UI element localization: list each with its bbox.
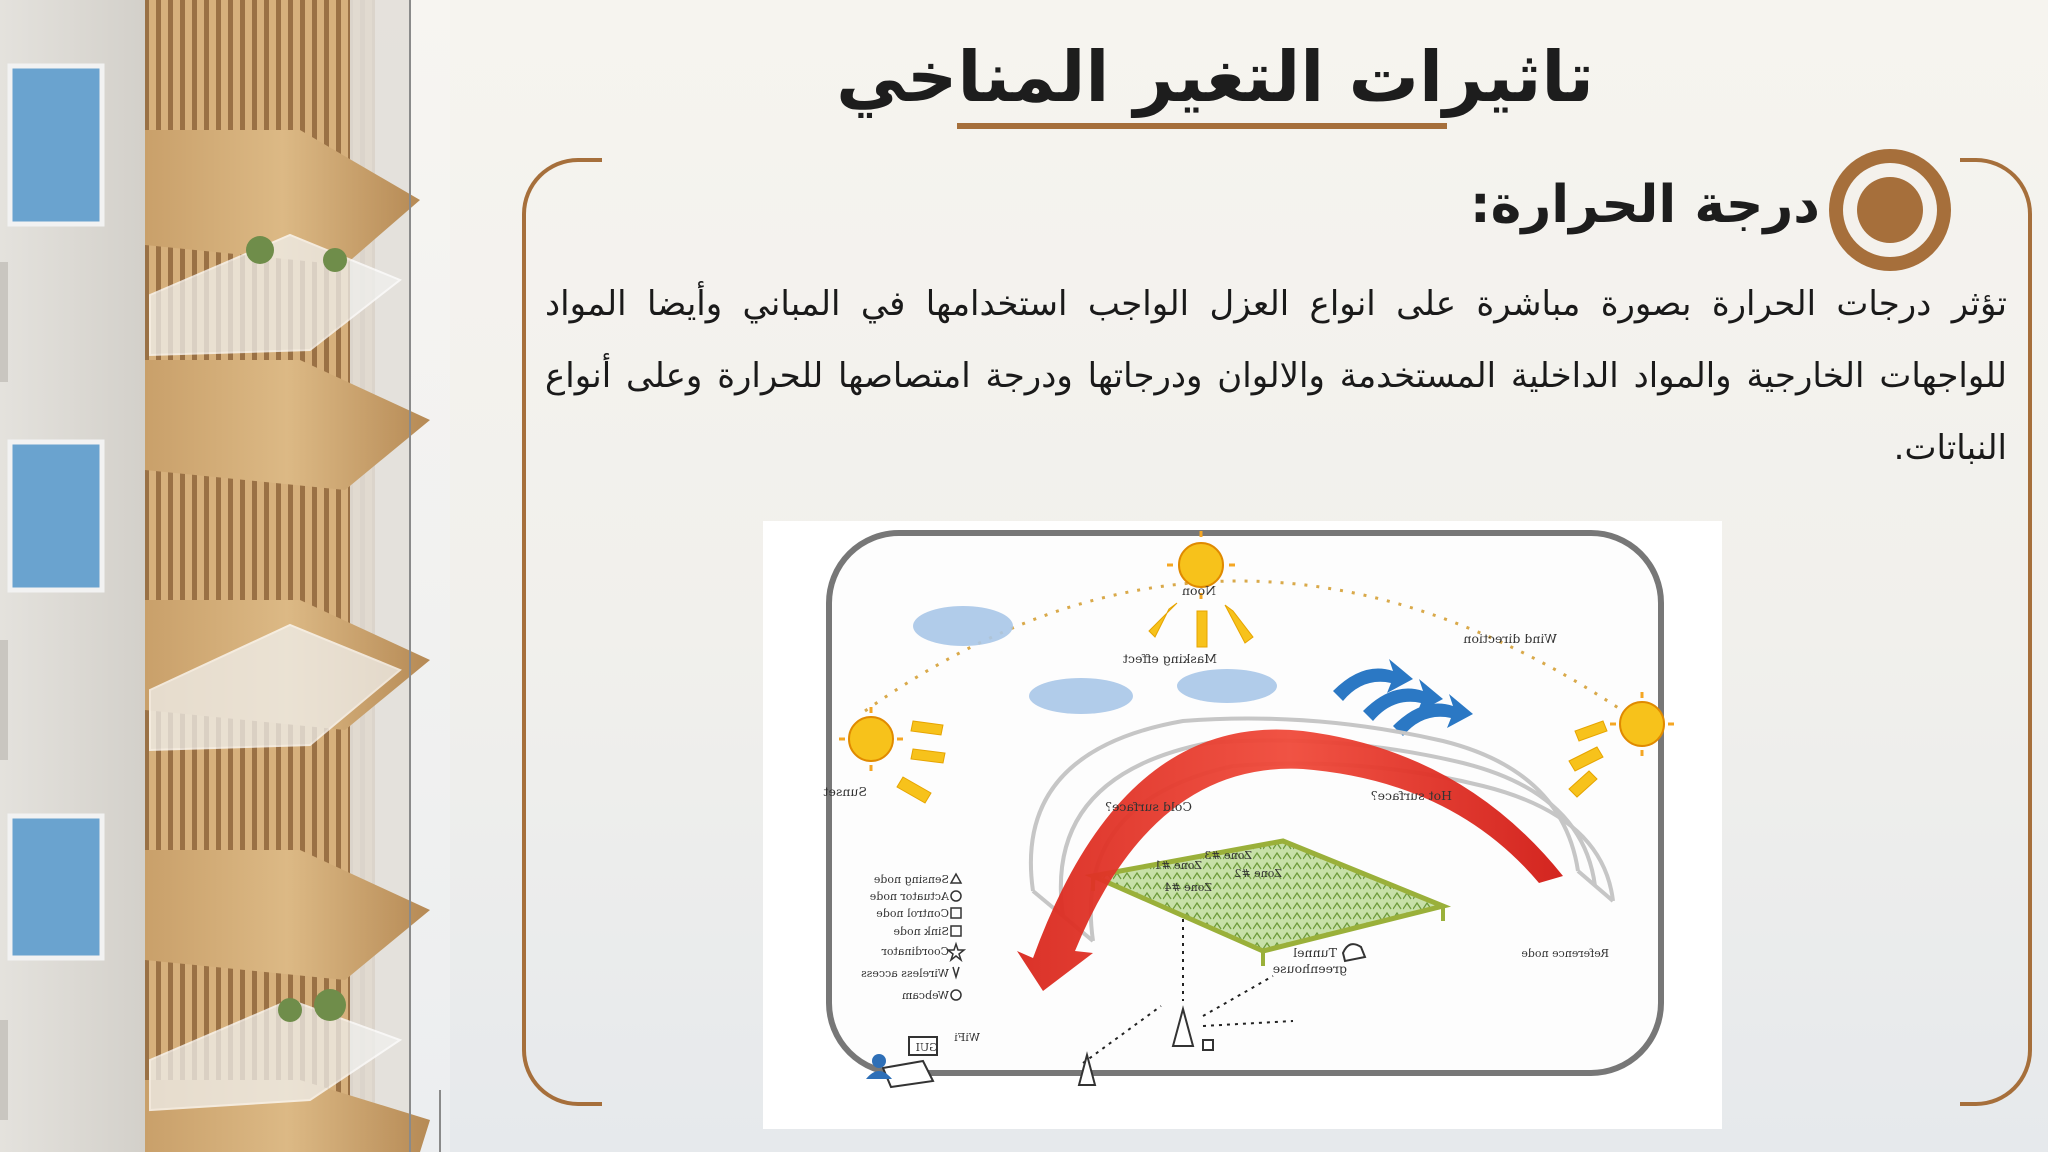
page-title: تاثيرات التغير المناخي [836, 36, 1594, 118]
label-gui: GUI [915, 1041, 938, 1054]
label-zone-1: Zone #1 [1154, 859, 1202, 872]
greenhouse-diagram [763, 521, 1722, 1129]
title-underline [957, 123, 1447, 129]
legend-item: Wireless access [861, 967, 949, 980]
section-heading: درجة الحرارة: [1469, 175, 1820, 235]
label-noon: Noon [1181, 583, 1216, 598]
target-circle-icon [1826, 146, 1954, 274]
sun-icon [849, 717, 893, 761]
legend-item: Sensing node [873, 873, 949, 886]
label-wifi: WiFi [954, 1031, 980, 1044]
legend-item: Webcam [901, 989, 949, 1002]
body-paragraph: تؤثر درجات الحرارة بصورة مباشرة على انواع العزل الواجب استخدامها في المباني وأيضا المواد للواجهات الخارجية والمواد الداخلية المستخدمة والالوان ودرجاتها ودرجة امتصاصها للحرارة وعلى أنواع النباتات. [545, 284, 2007, 468]
sun-icon [1179, 543, 1223, 587]
label-zone-3: Zone #3 [1204, 849, 1252, 862]
label-sunset: Sunset [823, 784, 867, 799]
label-greenhouse: greenhouse [1272, 961, 1347, 976]
label-zone-2: Zone #2 [1234, 867, 1282, 880]
label-reference-node: Reference node [1521, 947, 1609, 960]
label-masking-effect: Masking effect [1123, 651, 1217, 666]
legend-item: Coordinator [881, 945, 949, 958]
label-cold-surface: Cold surface? [1105, 799, 1192, 814]
building-photo [0, 0, 450, 1152]
legend-item: Sink node [893, 925, 949, 938]
label-wind-direction: Wind direction [1463, 631, 1557, 646]
label-zone-4: Zone #4 [1164, 881, 1212, 894]
sun-icon [1620, 702, 1664, 746]
label-tunnel: Tunnel [1293, 945, 1337, 960]
legend-item: Actuator node [869, 890, 949, 903]
legend-item: Control node [876, 907, 949, 920]
label-hot-surface: Hot surface? [1370, 788, 1452, 803]
